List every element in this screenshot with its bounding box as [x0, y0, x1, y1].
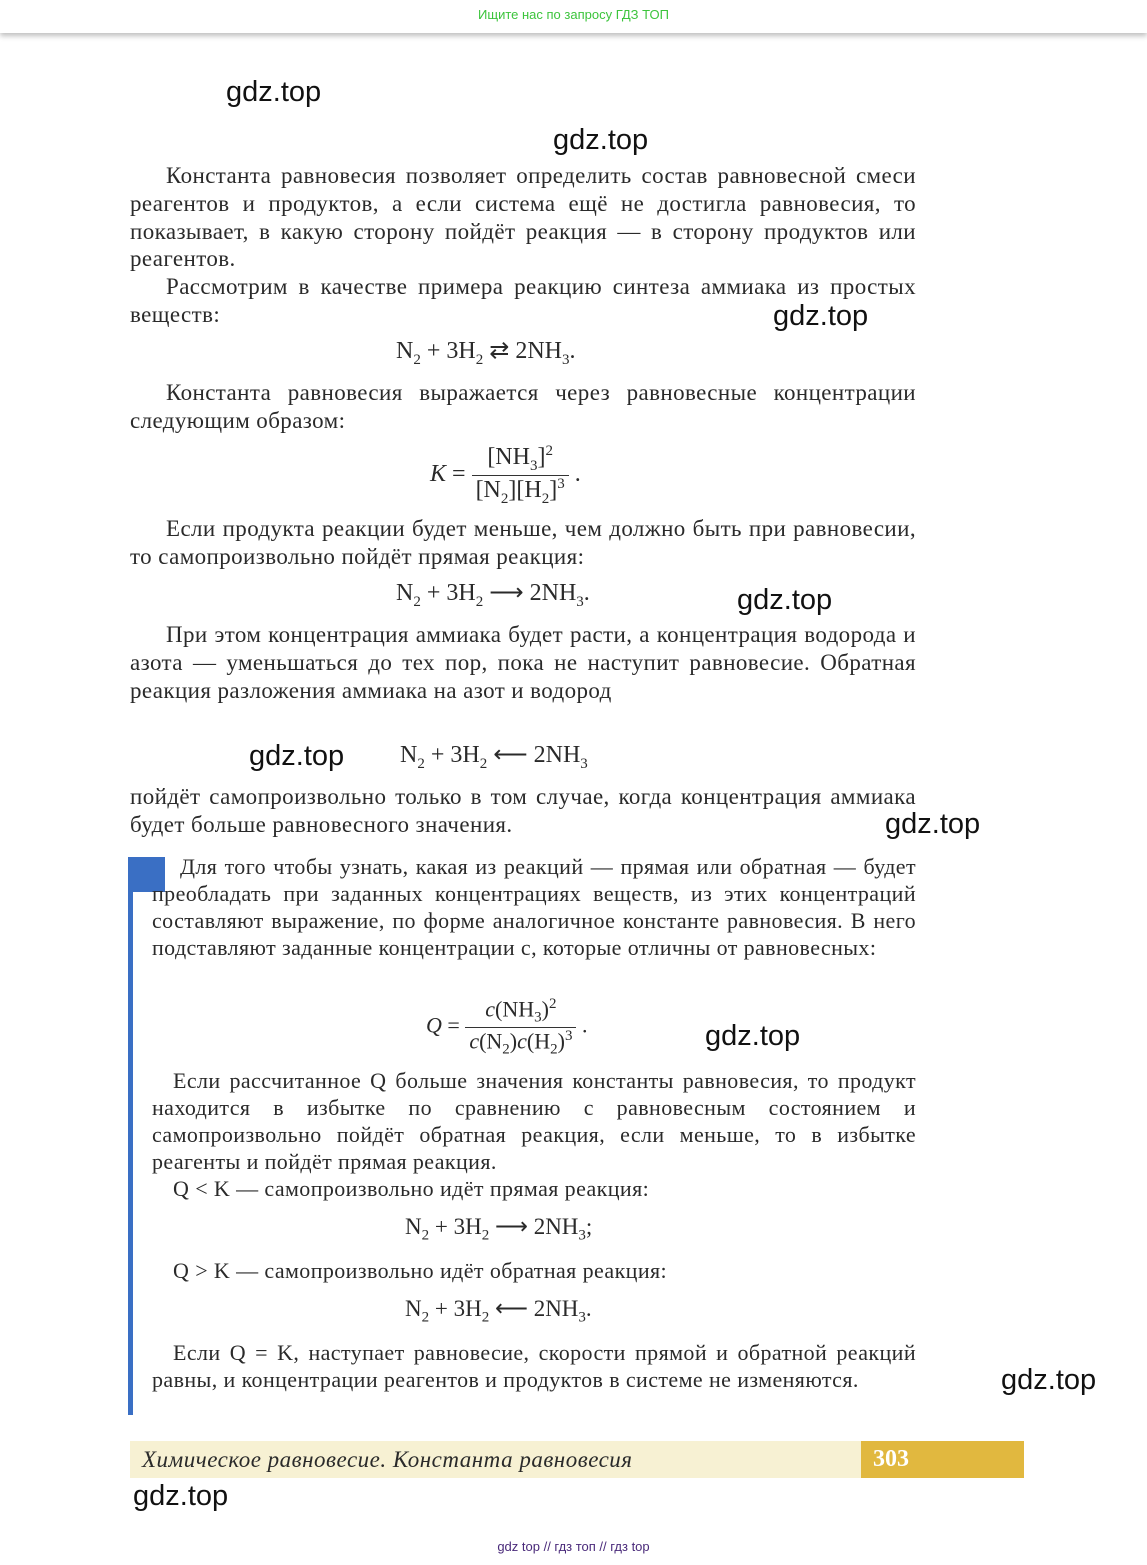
paragraph: Если продукта реакции будет меньше, чем должно быть при равновесии, то самопроизвольно пойдёт прямая реакция: — [130, 516, 916, 569]
equation-q: Q = $\frac{c(NH_3)^2}{c(N_2)c(H_2)^3}$ . — [426, 996, 588, 1058]
callout-bar — [128, 857, 133, 1415]
callout-line: Q > K — самопроизвольно идёт обратная реакция: — [173, 1258, 668, 1283]
watermark: gdz.top — [249, 740, 345, 772]
equation-reverse: $N_2 + 3H_2$ ⟵ $2NH_3$. — [405, 1296, 592, 1326]
paragraph: Константа равновесия позволяет определить состав равновесной смеси реагентов и продуктов, а если система ещё не достигла равновесия, то показывает, в какую сторону пойдёт реакция — в сторону продуктов или реагентов. — [130, 163, 916, 272]
equation-k: K = $\frac{[NH_3]^2}{[N_2][H_2]^3}$ . — [430, 443, 581, 507]
callout-paragraph: Для того чтобы узнать, какая из реакций — прямая или обратная — будет преобладать при заданных концентрациях веществ, из этих концентраций составляют выражение, по форме аналогичное константе равновесия. В него подставляют заданные концентрации c, которые отличны от равновесных: — [152, 854, 916, 960]
paragraph: Константа равновесия выражается через равновесные концентрации следующим образом: — [130, 380, 916, 433]
equation-forward: $N_2 + 3H_2$ ⟶ $2NH_3$; — [405, 1214, 593, 1244]
paragraph: Рассмотрим в качестве примера реакцию синтеза аммиака из простых веществ: — [130, 274, 916, 327]
watermark: gdz.top — [553, 124, 649, 156]
equation-reversible: $N_2 + 3H_2$ ⇄ $2NH_3$. — [396, 338, 576, 368]
page-number: 303 — [861, 1441, 1024, 1478]
callout-paragraph: Если Q = K, наступает равновесие, скорости прямой и обратной реакций равны, и концентрации реагентов и продуктов в системе не изменяются. — [152, 1340, 916, 1392]
watermark: gdz.top — [226, 76, 322, 108]
paragraph: пойдёт самопроизвольно только в том случае, когда концентрация аммиака будет больше равновесного значения. — [130, 784, 916, 837]
banner-text: Ищите нас по запросу ГДЗ ТОП — [478, 7, 669, 22]
chapter-title: Химическое равновесие. Константа равновесия — [142, 1447, 633, 1472]
watermark: gdz.top — [1001, 1364, 1097, 1396]
equation-forward: $N_2 + 3H_2$ ⟶ $2NH_3$. — [396, 580, 590, 610]
watermark: gdz.top — [705, 1020, 801, 1052]
callout-paragraph: Если рассчитанное Q больше значения константы равновесия, то продукт находится в избытке по сравнению с равновесным состоянием и самопроизвольно пойдёт обратная реакция, если меньше, то в избытке реагенты и пойдёт прямая реакция. — [152, 1068, 916, 1174]
paragraph: При этом концентрация аммиака будет расти, а концентрация водорода и азота — уменьшаться до тех пор, пока не наступит равновесие. Обратная реакция разложения аммиака на азот и водород — [130, 622, 916, 703]
watermark: gdz.top — [773, 300, 869, 332]
callout-line: Q < K — самопроизвольно идёт прямая реакция: — [173, 1176, 650, 1201]
watermark: gdz.top — [885, 808, 981, 840]
watermark: gdz.top — [737, 584, 833, 616]
equation-reverse: $N_2 + 3H_2$ ⟵ $2NH_3$ — [400, 742, 588, 772]
top-banner — [0, 0, 1147, 33]
chapter-footer — [130, 1441, 861, 1478]
watermark: gdz.top — [133, 1480, 229, 1512]
footer-links[interactable]: gdz top // гдз топ // гдз top — [497, 1539, 650, 1554]
